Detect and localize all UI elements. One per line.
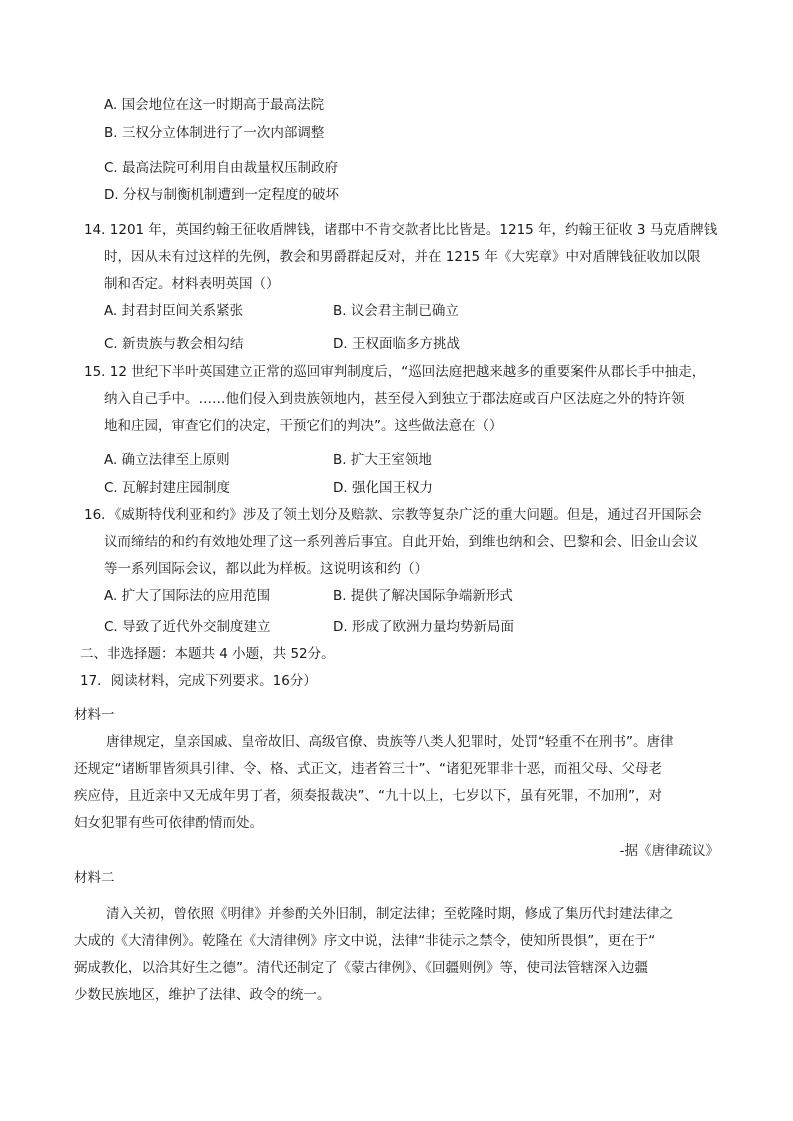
q14-stem-line-1: 14. 1201 年，英国约翰王征收盾牌钱，诸郡中不肯交款者比比皆是。1215 年，约翰王征收 3 马克盾牌钱: [84, 222, 718, 238]
q13-option-a: A. 国会地位在这一时期高于最高法院: [104, 97, 325, 113]
q13-option-b: B. 三权分立体制进行了一次内部调整: [104, 125, 325, 141]
q16-stem-line-3: 等一系列国际会议，都以此为样板。这说明该和约（）: [104, 561, 428, 577]
q15-stem-line-3: 地和庄园，审查它们的决定，干预它们的判决”。这些做法意在（）: [104, 418, 503, 434]
material-2-line-3: 弼成教化，以洽其好生之德”。清代还制定了《蒙古律例》、《回疆则例》等，使司法管辖深入边疆: [74, 960, 648, 976]
material-1-line-2: 还规定“诸断罪皆须具引律、令、格、式正文，违者笞三十”、“诸犯死罪非十恶，而祖父母、父母老: [74, 761, 662, 777]
q17-prompt: 17．阅读材料，完成下列要求。16分）: [80, 673, 317, 689]
q16-option-a: A. 扩大了国际法的应用范围: [104, 588, 271, 604]
q15-option-b: B. 扩大王室领地: [333, 452, 432, 468]
q16-stem-line-2: 议而缔结的和约有效地处理了这一系列善后事宜。自此开始，到维也纳和会、巴黎和会、旧金山会议: [104, 534, 698, 550]
material-1-heading: 材料一: [74, 707, 115, 723]
q14-option-a: A. 封君封臣间关系紧张: [104, 303, 244, 319]
q15-stem-line-1: 15. 12 世纪下半叶英国建立正常的巡回审判制度后，“巡回法庭把越来越多的重要案件从郡长手中抽走，: [84, 364, 706, 380]
q15-option-c: C. 瓦解封建庄园制度: [104, 480, 231, 496]
q13-option-d: D. 分权与制衡机制遭到一定程度的破坏: [104, 187, 339, 203]
q15-stem-line-2: 纳入自己手中。……他们侵入到贵族领地内，甚至侵入到独立于郡法庭或百户区法庭之外的特许领: [104, 391, 685, 407]
q14-option-c: C. 新贵族与教会相勾结: [104, 336, 244, 352]
q13-option-c: C. 最高法院可利用自由裁量权压制政府: [104, 160, 339, 176]
material-2-heading: 材料二: [74, 870, 115, 886]
q16-option-d: D. 形成了欧洲力量均势新局面: [333, 619, 514, 635]
material-2-line-2: 大成的《大清律例》。乾隆在《大清律例》序文中说，法律“非徒示之禁令，使知所畏惧”，更在于“: [74, 933, 656, 949]
q14-stem-line-2: 时，因从未有过这样的先例，教会和男爵群起反对，并在 1215 年《大宪章》中对盾牌钱征收加以限: [104, 249, 701, 265]
q14-stem-line-3: 制和否定。材料表明英国（）: [104, 276, 280, 292]
material-1-line-1: 唐律规定，皇亲国戚、皇帝故旧、高级官僚、贵族等八类人犯罪时，处罚“轻重不在刑书”。唐律: [106, 734, 674, 750]
material-1-line-3: 疾应侍，且近亲中又无成年男丁者，须奏报裁决”、“九十以上，七岁以下，虽有死罪，不加刑”，对: [74, 788, 662, 804]
material-2-line-1: 清入关初，曾依照《明律》并参酌关外旧制，制定法律；至乾隆时期，修成了集历代封建法律之: [106, 906, 673, 922]
material-1-source: -据《唐律疏议》: [619, 843, 719, 859]
q16-option-c: C. 导致了近代外交制度建立: [104, 619, 271, 635]
material-2-line-4: 少数民族地区，维护了法律、政令的统一。: [74, 987, 331, 1003]
q15-option-d: D. 强化国王权力: [333, 480, 433, 496]
q16-stem-line-1: 16．《威斯特伐利亚和约》涉及了领土划分及赔款、宗教等复杂广泛的重大问题。但是，通过召开国际会: [84, 507, 702, 523]
material-1-line-4: 妇女犯罪有些可依律酌情而处。: [74, 815, 263, 831]
q14-option-b: B. 议会君主制已确立: [333, 303, 459, 319]
q15-option-a: A. 确立法律至上原则: [104, 452, 230, 468]
q14-option-d: D. 王权面临多方挑战: [333, 336, 460, 352]
section-heading: 二、非选择题：本题共 4 小题，共 52分。: [80, 646, 335, 662]
q16-option-b: B. 提供了解决国际争端新形式: [333, 588, 513, 604]
